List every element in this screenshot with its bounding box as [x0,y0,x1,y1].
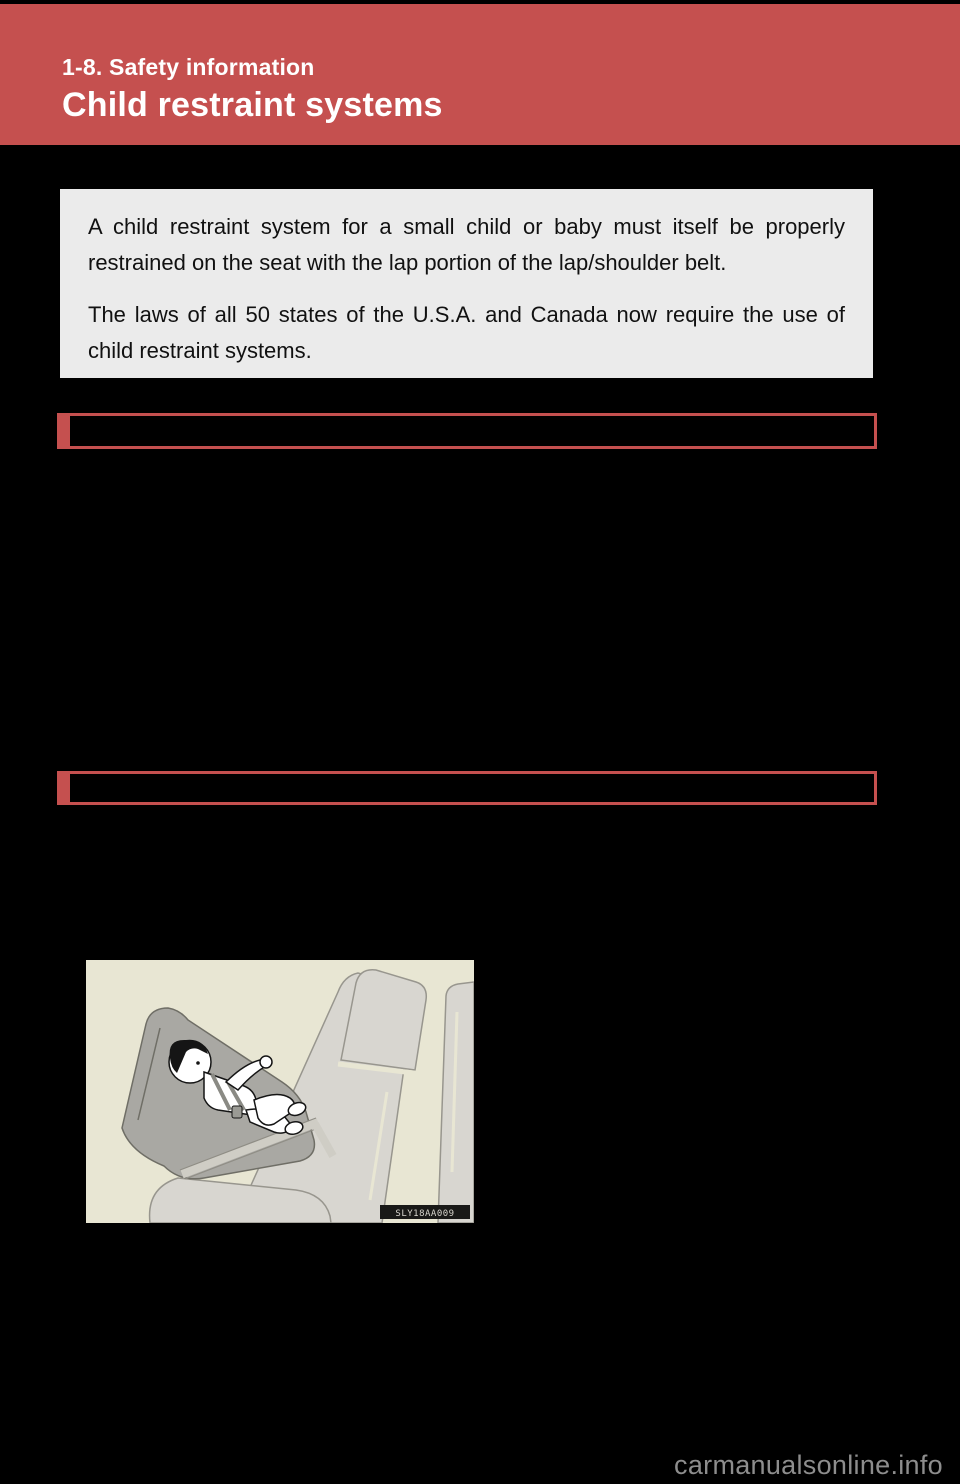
baby-eye [196,1061,200,1065]
breadcrumb: 1-8. Safety information [62,54,315,80]
intro-notice-box [60,189,873,378]
section-heading-bar [57,771,877,805]
page-title: Child restraint systems [62,85,443,124]
child-seat-illustration [86,960,474,1223]
child-seat-illustration-svg [86,960,474,1223]
notice-paragraph: The laws of all 50 states of the U.S.A. and Canada now require the use of child restraint systems. [88,302,845,363]
harness-buckle [232,1106,242,1118]
baby-hand [260,1056,272,1068]
illustration-code: SLY18AA009 [395,1209,455,1219]
page-header [0,4,960,145]
notice-paragraph: A child restraint system for a small child or baby must itself be properly restrained on the seat with the lap portion of the lap/shoulder belt. [88,214,845,275]
section-heading-bar [57,413,877,449]
watermark: carmanualsonline.info [674,1450,943,1480]
